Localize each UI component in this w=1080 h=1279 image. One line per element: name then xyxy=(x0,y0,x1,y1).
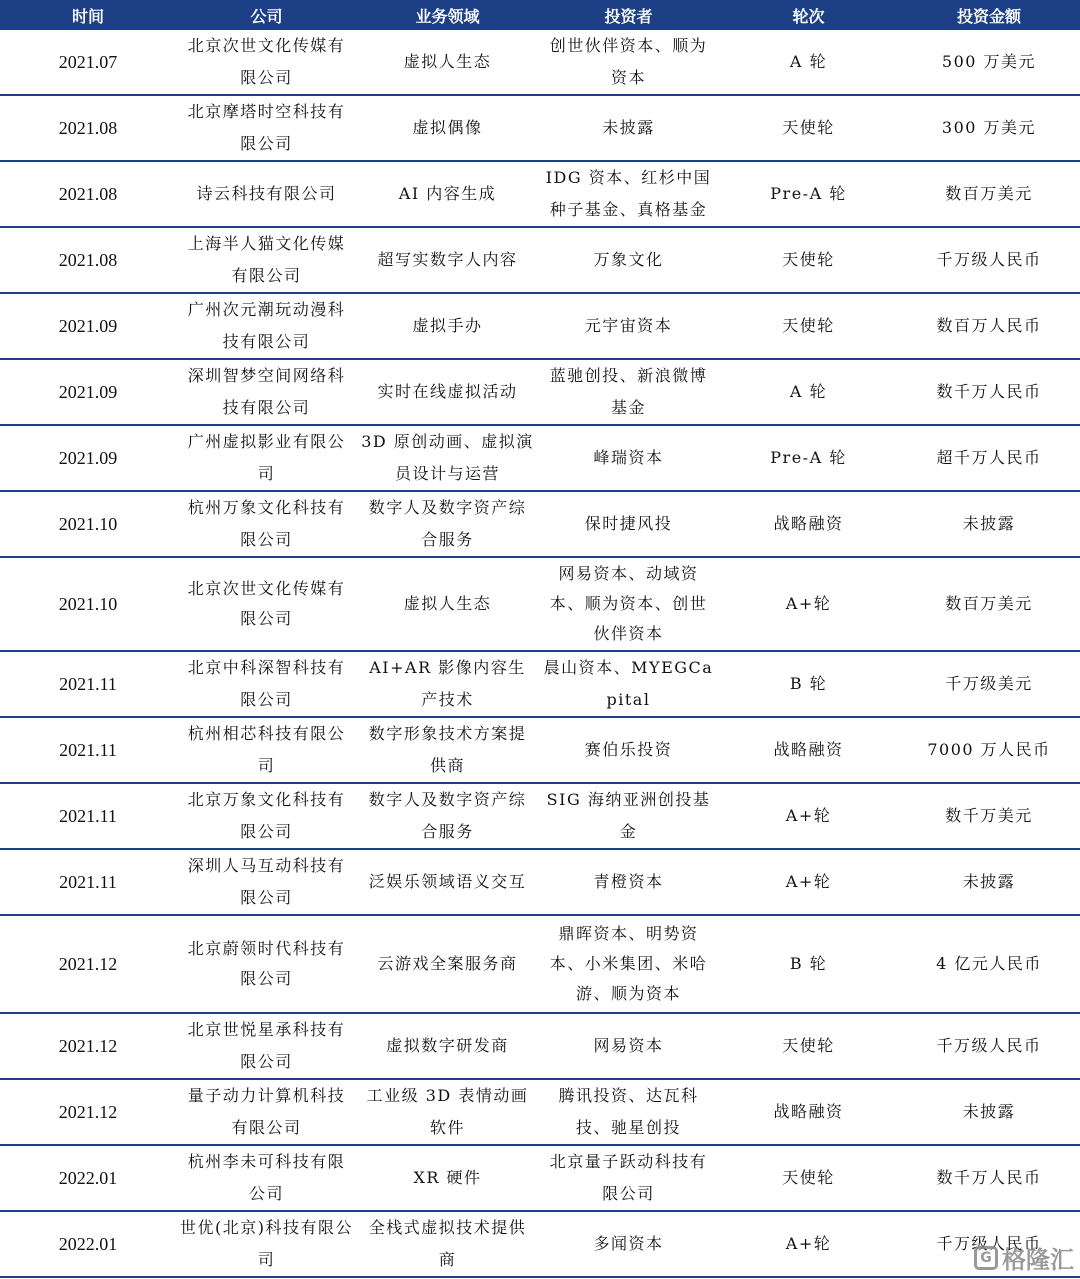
table-row xyxy=(0,30,1080,95)
cell-investors: 峰瑞资本 xyxy=(538,425,719,491)
table-row xyxy=(0,717,1080,783)
cell-round: A+轮 xyxy=(719,849,898,915)
cell-investors: 未披露 xyxy=(538,95,719,161)
cell-field: 超写实数字人内容 xyxy=(357,227,538,293)
cell-amount: 未披露 xyxy=(898,849,1080,915)
cell-amount: 千万级人民币 xyxy=(898,1013,1080,1079)
cell-investors: 鼎晖资本、明势资本、小米集团、米哈游、顺为资本 xyxy=(538,915,719,1013)
cell-company: 北京世悦星承科技有限公司 xyxy=(176,1013,357,1079)
table-row xyxy=(0,1145,1080,1211)
header-date: 时间 xyxy=(0,0,176,30)
cell-investors: 多闻资本 xyxy=(538,1211,719,1277)
header-company: 公司 xyxy=(176,0,357,30)
table-row xyxy=(0,491,1080,557)
watermark-text: 格隆汇 xyxy=(1002,1246,1074,1274)
cell-round: A 轮 xyxy=(719,30,898,95)
cell-date: 2022.01 xyxy=(0,1211,176,1277)
cell-investors: 网易资本、动域资本、顺为资本、创世伙伴资本 xyxy=(538,557,719,651)
table-row xyxy=(0,425,1080,491)
cell-round: 天使轮 xyxy=(719,227,898,293)
cell-amount: 千万级人民币 xyxy=(898,1211,1080,1277)
cell-field: 泛娱乐领域语义交互 xyxy=(357,849,538,915)
cell-field: 全栈式虚拟技术提供商 xyxy=(357,1211,538,1277)
cell-date: 2021.10 xyxy=(0,557,176,651)
cell-date: 2021.12 xyxy=(0,1013,176,1079)
cell-field: 数字人及数字资产综合服务 xyxy=(357,783,538,849)
cell-amount: 数千万人民币 xyxy=(898,1145,1080,1211)
cell-investors: 元宇宙资本 xyxy=(538,293,719,359)
cell-date: 2021.10 xyxy=(0,491,176,557)
cell-company: 世优(北京)科技有限公司 xyxy=(176,1211,357,1277)
cell-field: XR 硬件 xyxy=(357,1145,538,1211)
cell-date: 2021.11 xyxy=(0,651,176,717)
cell-round: 天使轮 xyxy=(719,1013,898,1079)
cell-company: 杭州李未可科技有限公司 xyxy=(176,1145,357,1211)
cell-round: 战略融资 xyxy=(719,717,898,783)
cell-round: Pre-A 轮 xyxy=(719,161,898,227)
cell-amount: 7000 万人民币 xyxy=(898,717,1080,783)
cell-amount: 4 亿元人民币 xyxy=(898,915,1080,1013)
table-row xyxy=(0,95,1080,161)
cell-round: A+轮 xyxy=(719,557,898,651)
cell-amount: 300 万美元 xyxy=(898,95,1080,161)
header-field: 业务领域 xyxy=(357,0,538,30)
cell-field: 虚拟数字研发商 xyxy=(357,1013,538,1079)
cell-date: 2021.12 xyxy=(0,915,176,1013)
cell-company: 广州次元潮玩动漫科技有限公司 xyxy=(176,293,357,359)
cell-amount: 千万级人民币 xyxy=(898,227,1080,293)
cell-round: 战略融资 xyxy=(719,491,898,557)
header-row xyxy=(0,0,1080,30)
table-header xyxy=(0,0,1080,30)
cell-field: 虚拟人生态 xyxy=(357,557,538,651)
cell-company: 上海半人猫文化传媒有限公司 xyxy=(176,227,357,293)
cell-investors: 赛伯乐投资 xyxy=(538,717,719,783)
cell-date: 2021.07 xyxy=(0,30,176,95)
cell-field: 虚拟手办 xyxy=(357,293,538,359)
cell-round: 天使轮 xyxy=(719,95,898,161)
cell-field: 数字人及数字资产综合服务 xyxy=(357,491,538,557)
cell-field: 虚拟偶像 xyxy=(357,95,538,161)
cell-amount: 数百万美元 xyxy=(898,161,1080,227)
cell-company: 北京摩塔时空科技有限公司 xyxy=(176,95,357,161)
cell-company: 北京次世文化传媒有限公司 xyxy=(176,557,357,651)
cell-round: B 轮 xyxy=(719,915,898,1013)
cell-date: 2021.08 xyxy=(0,227,176,293)
cell-date: 2021.08 xyxy=(0,161,176,227)
cell-round: Pre-A 轮 xyxy=(719,425,898,491)
cell-company: 量子动力计算机科技有限公司 xyxy=(176,1079,357,1145)
cell-company: 北京次世文化传媒有限公司 xyxy=(176,30,357,95)
cell-field: 工业级 3D 表情动画软件 xyxy=(357,1079,538,1145)
cell-investors: 万象文化 xyxy=(538,227,719,293)
cell-investors: 晨山资本、MYEGCapital xyxy=(538,651,719,717)
cell-company: 北京蔚领时代科技有限公司 xyxy=(176,915,357,1013)
cell-amount: 数百万美元 xyxy=(898,557,1080,651)
table-row xyxy=(0,227,1080,293)
cell-investors: 蓝驰创投、新浪微博基金 xyxy=(538,359,719,425)
cell-round: 天使轮 xyxy=(719,293,898,359)
cell-company: 深圳人马互动科技有限公司 xyxy=(176,849,357,915)
cell-date: 2021.08 xyxy=(0,95,176,161)
cell-company: 诗云科技有限公司 xyxy=(176,161,357,227)
table-row xyxy=(0,651,1080,717)
cell-field: AI+AR 影像内容生产技术 xyxy=(357,651,538,717)
table-row xyxy=(0,161,1080,227)
cell-amount: 超千万人民币 xyxy=(898,425,1080,491)
cell-date: 2022.01 xyxy=(0,1145,176,1211)
cell-field: AI 内容生成 xyxy=(357,161,538,227)
cell-amount: 数千万人民币 xyxy=(898,359,1080,425)
header-amount: 投资金额 xyxy=(898,0,1080,30)
cell-round: 天使轮 xyxy=(719,1145,898,1211)
cell-amount: 数百万人民币 xyxy=(898,293,1080,359)
cell-investors: 腾讯投资、达瓦科技、驰星创投 xyxy=(538,1079,719,1145)
cell-field: 云游戏全案服务商 xyxy=(357,915,538,1013)
cell-round: A+轮 xyxy=(719,1211,898,1277)
table-row xyxy=(0,1079,1080,1145)
cell-round: A 轮 xyxy=(719,359,898,425)
cell-investors: SIG 海纳亚洲创投基金 xyxy=(538,783,719,849)
cell-company: 深圳智梦空间网络科技有限公司 xyxy=(176,359,357,425)
cell-investors: 创世伙伴资本、顺为资本 xyxy=(538,30,719,95)
cell-field: 数字形象技术方案提供商 xyxy=(357,717,538,783)
table-row xyxy=(0,1211,1080,1277)
cell-date: 2021.11 xyxy=(0,783,176,849)
cell-date: 2021.09 xyxy=(0,293,176,359)
cell-round: A+轮 xyxy=(719,783,898,849)
table-row xyxy=(0,293,1080,359)
cell-investors: 北京量子跃动科技有限公司 xyxy=(538,1145,719,1211)
cell-date: 2021.11 xyxy=(0,717,176,783)
cell-amount: 未披露 xyxy=(898,1079,1080,1145)
watermark xyxy=(974,1240,1074,1275)
cell-investors: IDG 资本、红杉中国种子基金、真格基金 xyxy=(538,161,719,227)
table-row xyxy=(0,557,1080,651)
cell-amount: 千万级美元 xyxy=(898,651,1080,717)
table-row xyxy=(0,849,1080,915)
table-row xyxy=(0,359,1080,425)
cell-date: 2021.12 xyxy=(0,1079,176,1145)
cell-date: 2021.09 xyxy=(0,425,176,491)
table-row xyxy=(0,915,1080,1013)
cell-amount: 数千万美元 xyxy=(898,783,1080,849)
cell-company: 北京万象文化科技有限公司 xyxy=(176,783,357,849)
cell-investors: 网易资本 xyxy=(538,1013,719,1079)
table-body xyxy=(0,30,1080,1277)
header-investors: 投资者 xyxy=(538,0,719,30)
cell-amount: 500 万美元 xyxy=(898,30,1080,95)
cell-investors: 青橙资本 xyxy=(538,849,719,915)
gelonghui-logo-icon: G xyxy=(974,1246,998,1270)
cell-date: 2021.09 xyxy=(0,359,176,425)
header-round: 轮次 xyxy=(719,0,898,30)
cell-company: 杭州相芯科技有限公司 xyxy=(176,717,357,783)
cell-company: 杭州万象文化科技有限公司 xyxy=(176,491,357,557)
cell-amount: 未披露 xyxy=(898,491,1080,557)
table-row xyxy=(0,1013,1080,1079)
cell-field: 3D 原创动画、虚拟演员设计与运营 xyxy=(357,425,538,491)
cell-company: 广州虚拟影业有限公司 xyxy=(176,425,357,491)
cell-round: 战略融资 xyxy=(719,1079,898,1145)
cell-field: 实时在线虚拟活动 xyxy=(357,359,538,425)
cell-investors: 保时捷风投 xyxy=(538,491,719,557)
cell-field: 虚拟人生态 xyxy=(357,30,538,95)
cell-date: 2021.11 xyxy=(0,849,176,915)
table-row xyxy=(0,783,1080,849)
cell-round: B 轮 xyxy=(719,651,898,717)
cell-company: 北京中科深智科技有限公司 xyxy=(176,651,357,717)
